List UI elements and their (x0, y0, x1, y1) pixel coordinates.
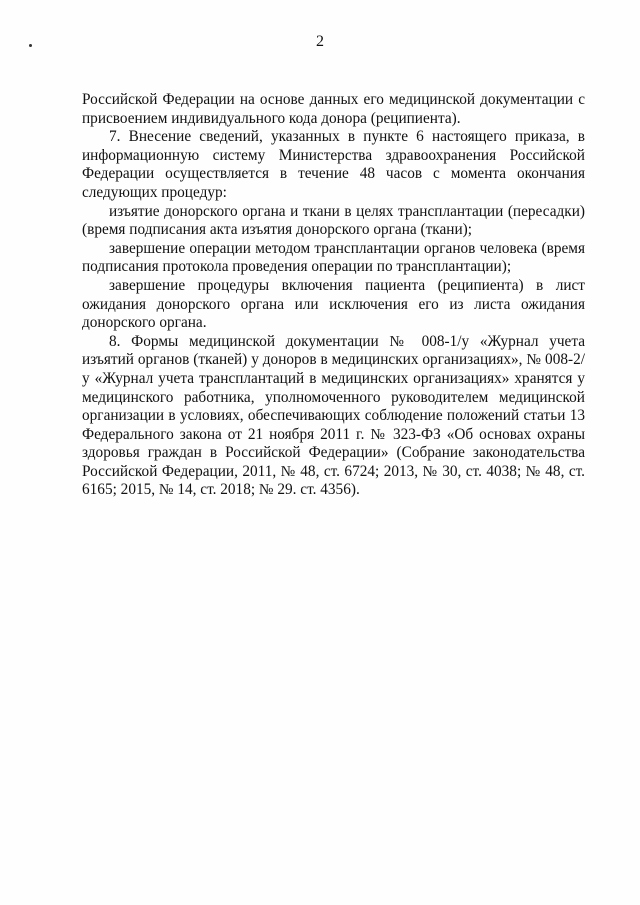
paragraph-8: 8. Формы медицинской документации № 008-1/у «Журнал учета изъятий органов (тканей) у доноров в медицинских организациях», № 008-2/у «Журнал учета трансплантаций в медицинских организациях» хранятся у медицинского работника, уполномоченного руководителем медицинской организации в условиях, обеспечивающих соблюдение положений статьи 13 Федерального закона от 21 ноября 2011 г. № 323-ФЗ «Об основах охраны здоровья граждан в Российской Федерации» (Собрание законодательства Российской Федерации, 2011, № 48, ст. 6724; 2013, № 30, ст. 4038; № 48, ст. 6165; 2015, № 14, ст. 2018; № 29. ст. 4356). (82, 332, 585, 499)
document-body (82, 91, 585, 500)
paragraph-7: 7. Внесение сведений, указанных в пункте 6 настоящего приказа, в информационную систему Министерства здравоохранения Российской Федерации осуществляется в течение 48 часов с момента окончания следующих процедур: (82, 128, 585, 201)
page-number: 2 (316, 33, 324, 50)
list-item-removal: изъятие донорского органа и ткани в целях трансплантации (пересадки) (время подписания акта изъятия донорского органа (ткани); (82, 202, 585, 239)
paragraph-continuation: Российской Федерации на основе данных его медицинской документации с присвоением индивидуального кода донора (реципиента). (82, 91, 585, 127)
list-item-operation: завершение операции методом трансплантации органов человека (время подписания протокола проведения операции по трансплантации); (82, 239, 585, 276)
list-item-waiting-list: завершение процедуры включения пациента (реципиента) в лист ожидания донорского органа или исключения его из листа ожидания донорского органа. (82, 276, 585, 332)
